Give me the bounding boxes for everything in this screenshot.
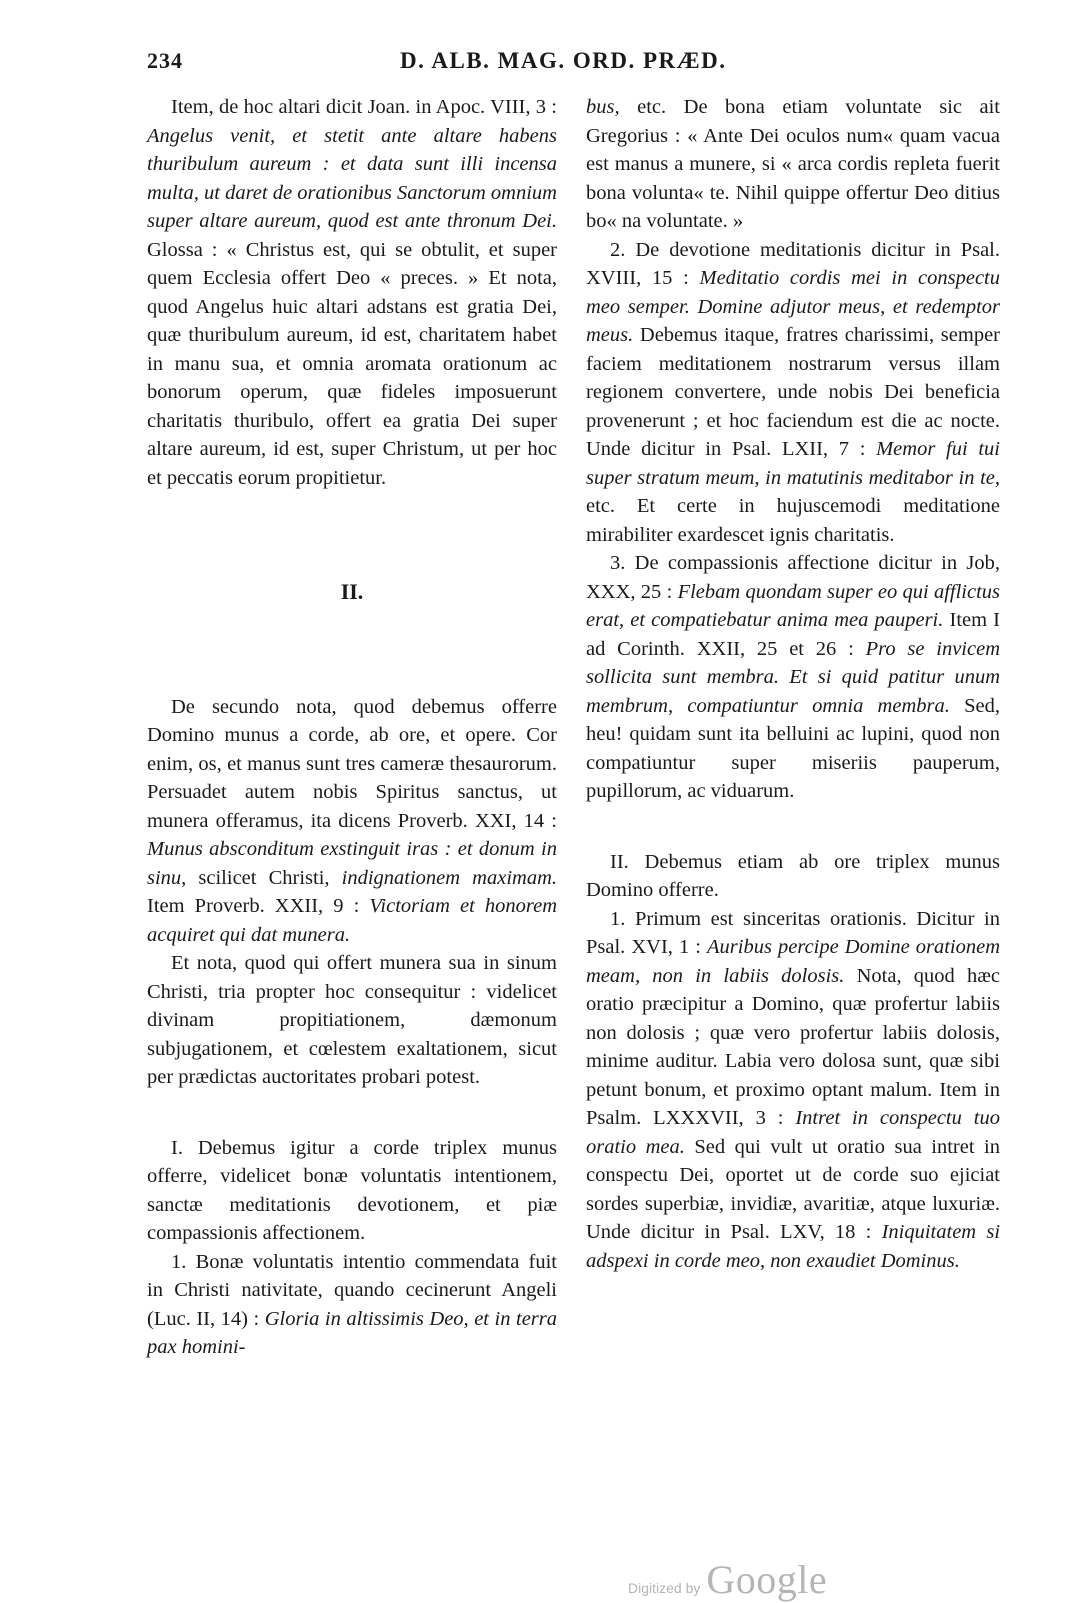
paragraph bbox=[586, 905, 1000, 1276]
text-run: Item, de hoc altari dicit Joan. in Apoc. VIII, 3 : bbox=[171, 96, 557, 118]
text-run: Item I ad Corinth. XXII, 25 et 26 : bbox=[586, 609, 1000, 660]
digitized-by-watermark bbox=[628, 1556, 827, 1603]
italic-quotation: indignationem maximam. bbox=[341, 866, 557, 889]
text-run: Sed qui vult ut oratio sua intret in conspectu Dei, oportet ut de corde suo ejiciat sordes superbiæ, invidiæ, avaritiæ, atque luxuriæ. Unde dicitur in Psal. LXV, 18 : bbox=[586, 1135, 1000, 1243]
text-run: Item Proverb. XXII, 9 : bbox=[147, 895, 370, 917]
italic-quotation: Gloria in altissimis Deo, et in terra pax homini- bbox=[147, 1307, 557, 1358]
italic-quotation: Angelus venit, et stetit ante altare habens thuribulum aureum : et data sunt illi incensa multa, ut daret de orationibus Sanctorum omnium super altare aureum, quod est ante thronum Dei. bbox=[147, 124, 557, 232]
text-run: etc. De bona etiam voluntate sic ait Gregorius : « Ante Dei oculos num« quam vacua est manus a munere, si « arca cordis repleta fuerit bona volunta« te. Nihil quippe offertur Deo ditius bo« na voluntate. » bbox=[586, 96, 1000, 232]
text-run: 1. Bonæ voluntatis intentio commendata fuit in Christi nativitate, quando cecinerunt Angeli (Luc. II, 14) : bbox=[147, 1250, 557, 1330]
section-heading: II. bbox=[340, 579, 364, 604]
digitized-by-text: Digitized by bbox=[628, 1580, 701, 1596]
italic-quotation: bus, bbox=[586, 96, 620, 118]
paragraph bbox=[147, 1248, 557, 1362]
right-column bbox=[586, 93, 1000, 1275]
text-run: 3. De compassionis affectione dicitur in Job, XXX, 25 : bbox=[586, 552, 1000, 603]
paragraph bbox=[147, 1134, 557, 1248]
text-run: De secundo nota, quod debemus offerre Domino munus a corde, ab ore, et opere. Cor enim, os, et manus sunt tres cameræ thesaurorum. Persuadet autem nobis Spiritus sanctus, ut munera offeramus, ita dicens Proverb. XXI, 14 : bbox=[147, 695, 557, 832]
text-run: 2. De devotione meditationis dicitur in Psal. XVIII, 15 : bbox=[586, 238, 1000, 289]
text-run: 1. Primum est sinceritas orationis. Dicitur in Psal. XVI, 1 : bbox=[586, 907, 1000, 958]
text-run: Sed, heu! quidam sunt ita belluini ac lupini, quod non compatiuntur super miseriis pauperum, pupillorum, ac viduarum. bbox=[586, 694, 1000, 802]
italic-quotation: Memor fui tui super stratum meum, in matutinis meditabor in te, bbox=[586, 438, 1000, 489]
block-spacer bbox=[147, 607, 557, 693]
italic-quotation: Flebam quondam super eo qui afflictus erat, et compatiebatur anima mea pauperi. bbox=[586, 580, 1000, 631]
left-column bbox=[147, 93, 557, 1362]
block-spacer bbox=[586, 806, 1000, 848]
paragraph bbox=[147, 949, 557, 1092]
text-run: Glossa : « Christus est, qui se obtulit, et super quem Ecclesia offert Deo « preces. » Et nota, quod Angelus huic altari adstans est gratia Dei, quæ thuribulum aureum, id est, charitatem habet in manu sua, et omnia aromata orationum ac bonorum operum, quæ fideles imposuerunt charitatis thuribulo, offert ea gratia Dei super altare aureum, id est, super Christum, ut per hoc et peccatis eorum propitietur. bbox=[147, 238, 557, 489]
text-run: Et nota, quod qui offert munera sua in sinum Christi, tria propter hoc consequitur : videlicet divinam propitiationem, dæmonum subjugationem, et cœlestem exaltationem, sicut per prædictas auctoritates probari potest. bbox=[147, 952, 557, 1088]
google-logo: Google bbox=[706, 1557, 828, 1602]
running-head: D. ALB. MAG. ORD. PRÆD. bbox=[400, 48, 727, 73]
italic-quotation: Pro se invicem sollicita sunt membra. Et si quid patitur unum membrum, compatiuntur omnia membra. bbox=[586, 637, 1000, 717]
paragraph bbox=[147, 693, 557, 950]
block-spacer bbox=[147, 492, 557, 578]
page-header bbox=[0, 48, 1085, 84]
italic-quotation: Intret in conspectu tuo oratio mea. bbox=[586, 1107, 1000, 1158]
page-number: 234 bbox=[147, 48, 183, 73]
paragraph bbox=[586, 93, 1000, 236]
paragraph bbox=[147, 93, 557, 492]
text-run: etc. Et certe in hujuscemodi meditatione mirabiliter exardescet ignis charitatis. bbox=[586, 495, 1000, 546]
italic-quotation: Munus absconditum exstinguit iras : et donum in sinu, bbox=[147, 838, 557, 889]
italic-quotation: Meditatio cordis mei in conspectu meo semper. Domine adjutor meus, et redemptor meus. bbox=[586, 267, 1000, 346]
italic-quotation: Victoriam et honorem acquiret qui dat munera. bbox=[147, 895, 557, 946]
paragraph bbox=[586, 848, 1000, 905]
text-run: scilicet Christi, bbox=[186, 866, 342, 889]
paragraph bbox=[586, 236, 1000, 550]
text-run: Nota, quod hæc oratio præcipitur a Domino, quæ profertur labiis non dolosis ; quæ vero profertur labiis dolosis, minime auditur. Labia vero dolosa sunt, quæ sibi petunt bonum, et proximo optant malum. Item in Psalm. LXXXVII, 3 : bbox=[586, 964, 1000, 1129]
text-run: II. Debemus etiam ab ore triplex munus Domino offerre. bbox=[586, 850, 1000, 901]
text-run: Debemus itaque, fratres charissimi, semper faciem meditationem nostrarum versus illam regionem convertere, unde nobis Dei beneficia provenerunt ; et hoc faciendum est die ac nocte. Unde dicitur in Psal. LXII, 7 : bbox=[586, 324, 1000, 460]
italic-quotation: Auribus percipe Domine orationem meam, non in labiis dolosis. bbox=[586, 936, 1001, 987]
block-spacer bbox=[147, 1092, 557, 1134]
paragraph bbox=[586, 549, 1000, 806]
text-run: I. Debemus igitur a corde triplex munus offerre, videlicet bonæ voluntatis intentionem, sanctæ meditationis devotionem, et piæ compassionis affectionem. bbox=[147, 1136, 557, 1244]
italic-quotation: Iniquitatem si adspexi in corde meo, non exaudiet Dominus. bbox=[586, 1221, 1001, 1272]
